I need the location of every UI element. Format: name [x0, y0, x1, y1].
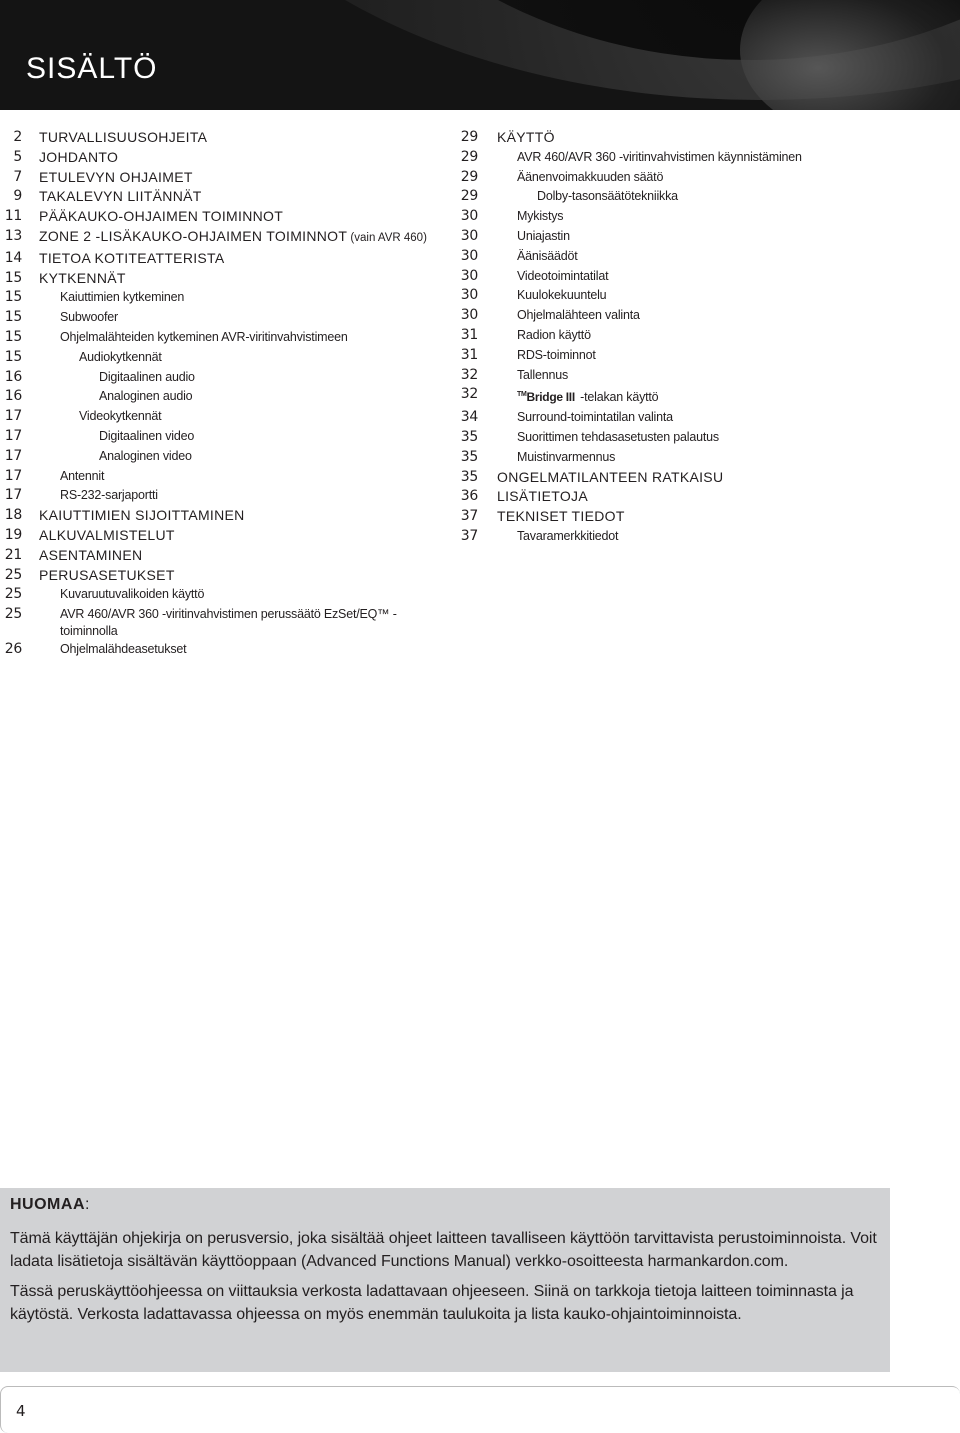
toc-entry [458, 168, 958, 188]
toc-entry [458, 487, 958, 507]
toc-entry-title [517, 428, 958, 448]
toc-entry [0, 227, 450, 249]
toc-entry [458, 326, 958, 346]
toc-entry-title [99, 447, 450, 467]
toc-entry [0, 486, 450, 506]
toc-entry [458, 385, 958, 408]
toc-page-number: 17 [4, 467, 22, 484]
note-paragraph-1: Tämä käyttäjän ohjekirja on perusversio, joka sisältää ohjeet laitteen tavalliseen käyttöön tarvittavista perustoiminnoista. Voit ladata lisätietoja sisältävän käyttöoppaan (Advanced Functions Manual) verkko-osoitteesta harmankardon.com. [10, 1230, 877, 1270]
toc-entry [458, 148, 958, 168]
toc-entry [458, 448, 958, 468]
toc-entry-title [99, 368, 450, 388]
toc-entry-title [39, 566, 450, 586]
toc-page-number: 29 [460, 148, 478, 165]
toc-page-number: 15 [4, 289, 22, 306]
toc-right-column [458, 128, 958, 547]
toc-page-number: 14 [4, 249, 22, 266]
toc-entry-title [39, 187, 450, 207]
toc-page-number: 37 [460, 508, 478, 525]
toc-page-number: 29 [460, 168, 478, 185]
toc-entry-title [60, 640, 450, 660]
toc-entry [0, 506, 450, 526]
toc-entry-text: Analoginen audio [99, 389, 193, 404]
toc-entry [458, 507, 958, 527]
toc-left-column [0, 128, 450, 660]
toc-entry [0, 288, 450, 308]
toc-entry-title [99, 427, 450, 447]
toc-entry-title [60, 486, 450, 506]
toc-page-number: 30 [460, 208, 478, 225]
toc-page-number: 2 [13, 129, 22, 145]
toc-entry-title [60, 605, 450, 640]
toc-page-number: 15 [4, 328, 22, 345]
toc-entry-title [517, 207, 958, 227]
toc-entry [458, 247, 958, 267]
toc-entry-text: Mykistys [517, 209, 564, 224]
toc-entry-title [39, 207, 450, 227]
toc-entry-text: Äänenvoimakkuuden säätö [517, 169, 664, 184]
toc-entry-text: PERUSASETUKSET [39, 566, 175, 583]
toc-entry-text: ASENTAMINEN [39, 546, 143, 563]
toc-entry-text: ALKUVALMISTELUT [39, 526, 175, 543]
toc-entry [0, 249, 450, 269]
toc-entry-title [517, 346, 958, 366]
toc-entry-note: (vain AVR 460) [347, 231, 427, 244]
toc-page-number: 15 [4, 309, 22, 326]
toc-entry-title [60, 288, 450, 308]
toc-entry [458, 346, 958, 366]
toc-page-number: 35 [460, 448, 478, 465]
toc-entry-title [497, 468, 958, 488]
toc-entry-title [517, 306, 958, 326]
page-number: 4 [16, 1402, 26, 1420]
footer-frame [0, 1386, 960, 1433]
toc-entry-title [517, 408, 958, 428]
toc-entry-text: Videotoimintatilat [517, 268, 609, 283]
toc-entry [458, 468, 958, 488]
toc-entry-text: -telakan käyttö [576, 390, 659, 405]
toc-entry [458, 207, 958, 227]
toc-page-number: 34 [460, 409, 478, 426]
toc-entry-title [517, 267, 958, 287]
toc-entry-text: Surround-toimintatilan valinta [517, 410, 673, 425]
toc-page-number: 30 [460, 247, 478, 264]
note-paragraph-2: Tässä peruskäyttöohjeessa on viittauksia verkosta ladattavaan ohjeeseen. Siinä on tarkkoja tietoja laitteen toiminnasta ja käytöstä. Verkosta ladattavassa ohjeessa on myös enemmän taulukoita ja lista kauko-ohjaintoiminnoista. [10, 1283, 854, 1323]
toc-page-number: 30 [460, 307, 478, 324]
toc-entry [458, 306, 958, 326]
toc-page-number: 11 [4, 208, 22, 225]
toc-entry [0, 308, 450, 328]
note-title-label: HUOMAA [10, 1196, 85, 1213]
toc-entry-text: ETULEVYN OHJAIMET [39, 168, 193, 185]
toc-page-number: 35 [460, 468, 478, 485]
toc-entry-title [60, 308, 450, 328]
toc-entry [458, 527, 958, 547]
page-header [0, 0, 960, 110]
toc-entry [458, 366, 958, 386]
toc-page-number: 7 [13, 168, 22, 185]
toc-entry-title [39, 227, 450, 249]
toc-page-number: 25 [4, 586, 22, 603]
toc-entry-title [517, 366, 958, 386]
page-title: SISÄLTÖ [26, 52, 158, 85]
toc-page-number: 37 [460, 527, 478, 544]
toc-entry-title [517, 168, 958, 188]
toc-entry-text: JOHDANTO [39, 148, 119, 165]
toc-entry-title [517, 227, 958, 247]
toc-entry-title [497, 507, 958, 527]
toc-entry-text: Tallennus [517, 367, 569, 382]
toc-entry-title [497, 128, 958, 148]
toc-entry [0, 168, 450, 188]
toc-entry-title [517, 527, 958, 547]
toc-entry-title [537, 187, 958, 207]
toc-entry-title [60, 467, 450, 487]
toc-page-number: 30 [460, 287, 478, 304]
toc-page-number: 29 [460, 129, 478, 145]
toc-entry [0, 546, 450, 566]
toc-entry [0, 368, 450, 388]
toc-page-number: 17 [4, 427, 22, 444]
toc-entry-text: Digitaalinen video [99, 428, 195, 443]
toc-entry-text: ONGELMATILANTEEN RATKAISU [497, 468, 724, 485]
toc-entry-text: Äänisäädöt [517, 248, 578, 263]
toc-entry-text: Dolby-tasonsäätötekniikka [537, 189, 678, 204]
toc-entry [0, 427, 450, 447]
toc-entry-title [39, 546, 450, 566]
toc-entry-title [517, 148, 958, 168]
toc-entry-title [39, 168, 450, 188]
toc-entry [458, 408, 958, 428]
toc-entry [0, 269, 450, 289]
note-title [10, 1196, 880, 1214]
toc-entry [458, 267, 958, 287]
header-highlight [740, 0, 960, 110]
trademark-mark: TM [517, 391, 527, 399]
toc-entry-text: Ohjelmalähteiden kytkeminen AVR-viritinvahvistimeen [60, 329, 348, 344]
toc-page-number: 16 [4, 388, 22, 405]
toc-page-number: 13 [4, 227, 22, 244]
toc-entry [0, 348, 450, 368]
note-box [0, 1188, 890, 1372]
toc-entry [0, 187, 450, 207]
toc-entry [458, 128, 958, 148]
toc-entry-title [39, 269, 450, 289]
toc-entry-title [39, 148, 450, 168]
toc-entry-text: Subwoofer [60, 310, 118, 325]
toc-entry-title [517, 286, 958, 306]
toc-entry-text: Suorittimen tehdasasetusten palautus [517, 429, 719, 444]
toc-entry-text: KYTKENNÄT [39, 269, 126, 286]
toc-entry [0, 566, 450, 586]
toc-page-number: 17 [4, 447, 22, 464]
toc-page-number: 31 [460, 326, 478, 343]
toc-entry-title [79, 407, 450, 427]
toc-entry [0, 640, 450, 660]
toc-page-number: 29 [460, 188, 478, 205]
toc-entry-text: Audiokytkennät [79, 349, 162, 364]
toc-entry-text: KÄYTTÖ [497, 129, 555, 145]
toc-entry-text: Analoginen video [99, 448, 192, 463]
toc-entry [0, 585, 450, 605]
toc-page-number: 36 [460, 488, 478, 505]
toc-entry-text: LISÄTIETOJA [497, 488, 588, 505]
toc-page-number: 15 [4, 348, 22, 365]
toc-entry [0, 148, 450, 168]
toc-entry-text: Ohjelmalähdeasetukset [60, 642, 187, 657]
toc-entry-text: ZONE 2 -LISÄKAUKO-OHJAIMEN TOIMINNOT [39, 227, 348, 244]
toc-page-number: 18 [4, 507, 22, 524]
toc-entry [458, 187, 958, 207]
toc-entry-title [517, 385, 958, 408]
toc-page-number: 16 [4, 368, 22, 385]
toc-page-number: 32 [460, 386, 478, 403]
toc-entry [0, 207, 450, 227]
toc-entry [458, 286, 958, 306]
toc-page-number: 35 [460, 428, 478, 445]
toc-page-number: 31 [460, 346, 478, 363]
toc-entry-title [497, 487, 958, 507]
toc-entry-title [517, 247, 958, 267]
toc-page-number: 30 [460, 227, 478, 244]
toc-entry-text: RDS-toiminnot [517, 347, 596, 362]
toc-entry-text: Antennit [60, 468, 105, 483]
toc-entry-text: Radion käyttö [517, 327, 591, 342]
toc-entry-text: RS-232-sarjaportti [60, 488, 158, 503]
toc-page-number: 32 [460, 366, 478, 383]
toc-entry-title [517, 448, 958, 468]
toc-entry-title [60, 328, 450, 348]
toc-page-number: 15 [4, 269, 22, 286]
toc-entry-text: Videokytkennät [79, 409, 162, 424]
toc-page-number: 30 [460, 267, 478, 284]
toc-entry-text: Kuulokekuuntelu [517, 288, 607, 303]
toc-page-number: 5 [13, 148, 22, 165]
toc-entry-text: Kuvaruutuvalikoiden käyttö [60, 587, 205, 602]
toc-page-number: 25 [4, 606, 22, 623]
bridge-logo-text: Bridge III [526, 390, 575, 405]
toc-entry [0, 526, 450, 546]
toc-entry-text: Ohjelmalähteen valinta [517, 308, 640, 323]
toc-entry [0, 387, 450, 407]
toc-entry-title [99, 387, 450, 407]
toc-entry [0, 328, 450, 348]
toc-entry-text: TEKNISET TIEDOT [497, 508, 625, 525]
toc-entry-title [39, 128, 450, 148]
toc-entry-text: AVR 460/AVR 360 -viritinvahvistimen käynnistäminen [517, 149, 802, 164]
toc-page-number: 19 [4, 526, 22, 543]
toc-entry-title [79, 348, 450, 368]
toc-entry [0, 605, 450, 640]
toc-page-number: 17 [4, 487, 22, 504]
toc-entry [0, 407, 450, 427]
toc-page-number: 17 [4, 408, 22, 425]
toc-entry-text: Kaiuttimien kytkeminen [60, 290, 185, 305]
toc-page-number: 25 [4, 566, 22, 583]
toc-page-number: 26 [4, 641, 22, 658]
toc-entry [0, 128, 450, 148]
toc-entry-text: PÄÄKAUKO-OHJAIMEN TOIMINNOT [39, 208, 284, 225]
toc-entry-text: AVR 460/AVR 360 -viritinvahvistimen perussäätö EzSet/EQ™ -toiminnolla [60, 607, 397, 639]
toc-page-number: 21 [4, 546, 22, 563]
toc-entry-text: Digitaalinen audio [99, 369, 195, 384]
note-title-colon: : [85, 1196, 90, 1213]
toc-entry-text: TIETOA KOTITEATTERISTA [39, 249, 225, 266]
toc-entry-text: TAKALEVYN LIITÄNNÄT [39, 188, 202, 205]
toc-entry-title [60, 585, 450, 605]
bridge-logo [517, 385, 575, 408]
toc-entry-text: KAIUTTIMIEN SIJOITTAMINEN [39, 507, 245, 524]
toc-page-number: 9 [13, 188, 22, 205]
toc-entry-text: Tavaramerkkitiedot [517, 528, 619, 543]
toc-entry-title [39, 506, 450, 526]
toc-entry-title [39, 526, 450, 546]
toc-entry-title [517, 326, 958, 346]
toc-entry-text: Muistinvarmennus [517, 449, 616, 464]
toc-entry [0, 447, 450, 467]
toc-entry [458, 227, 958, 247]
toc-entry [0, 467, 450, 487]
toc-entry [458, 428, 958, 448]
toc-entry-text: Uniajastin [517, 228, 570, 243]
toc-entry-text: TURVALLISUUSOHJEITA [39, 129, 208, 145]
toc-entry-title [39, 249, 450, 269]
